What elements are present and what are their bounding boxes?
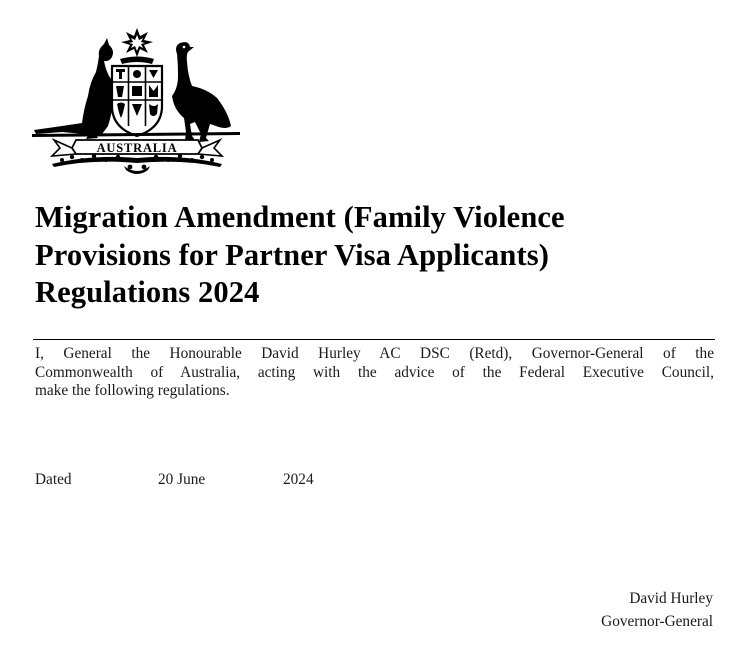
- dated-year: 2024: [283, 471, 314, 488]
- dated-line: [0, 470, 741, 490]
- scroll-banner: [52, 140, 222, 156]
- shield-icon: [112, 66, 162, 136]
- preamble-line: make the following regulations.: [35, 382, 230, 399]
- signatory-title: Governor-General: [601, 613, 713, 630]
- crest-caption: AUSTRALIA: [96, 141, 178, 155]
- document-title-line: Provisions for Partner Visa Applicants): [35, 237, 549, 272]
- coat-of-arms-image: [32, 26, 240, 178]
- preamble-line: Commonwealth of Australia, acting with the advice of the Federal Executive Council,: [35, 363, 714, 381]
- document-title: [35, 199, 715, 312]
- emu-icon: [172, 42, 231, 142]
- preamble-paragraph: [35, 345, 714, 401]
- commonwealth-star-icon: [121, 28, 153, 57]
- signatory-name: David Hurley: [629, 590, 713, 607]
- preamble-line: I, General the Honourable David Hurley AC DSC (Retd), Governor-General of the: [35, 345, 714, 362]
- dated-day-month: 20 June: [158, 471, 206, 488]
- signature-block: [601, 587, 713, 633]
- dated-label: Dated: [35, 471, 72, 488]
- title-divider: [33, 339, 715, 340]
- kangaroo-icon: [34, 38, 122, 136]
- wattle-icon: [52, 154, 222, 174]
- document-title-line: Migration Amendment (Family Violence: [35, 200, 565, 234]
- document-title-line: Regulations 2024: [35, 275, 260, 309]
